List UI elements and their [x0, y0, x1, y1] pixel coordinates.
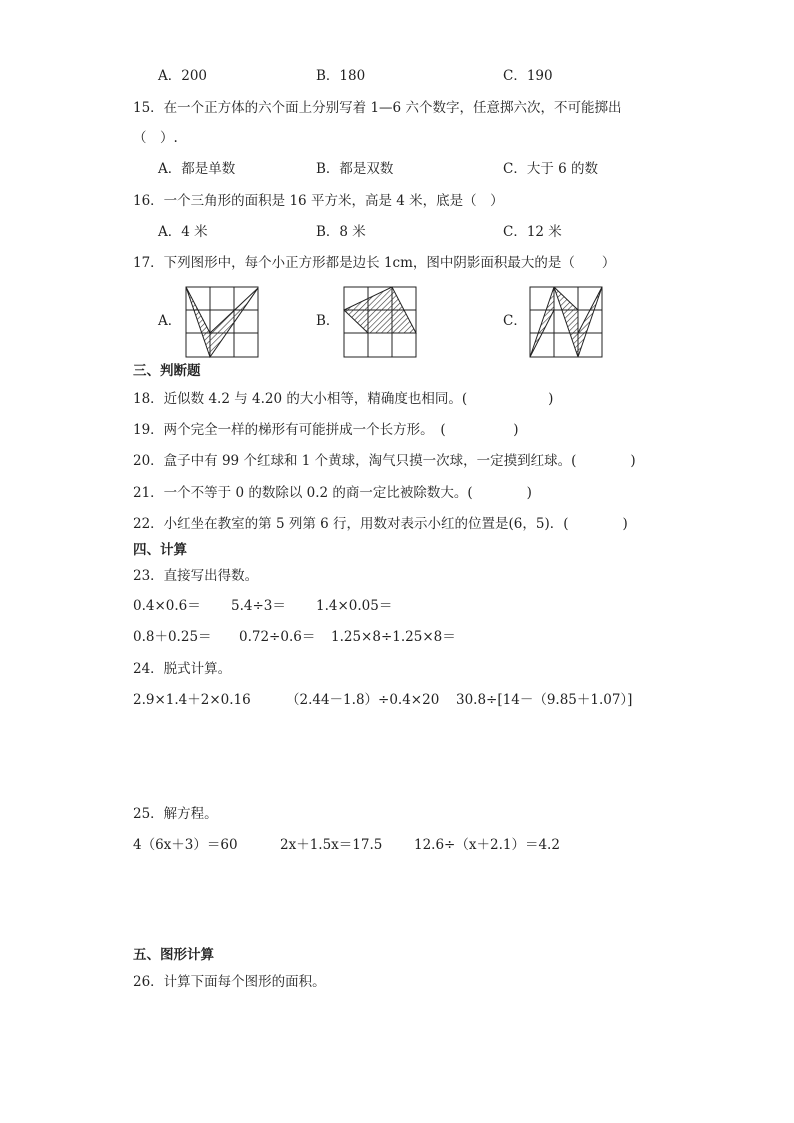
q14-option-c: C．190 [503, 68, 553, 84]
q24-question: 24．脱式计算。 [133, 661, 232, 677]
q25-question: 25．解方程。 [133, 806, 218, 822]
q24-expr-2: （2.44－1.8）÷0.4×20 [286, 692, 440, 708]
q19-statement: 19．两个完全一样的梯形有可能拼成一个长方形。 ( ) [133, 422, 519, 438]
q14-option-b: B．180 [316, 68, 366, 84]
q25-equation-3: 12.6÷（x＋2.1）＝4.2 [414, 837, 560, 853]
q16-option-a: A．4 米 [158, 224, 208, 240]
q15-option-a: A．都是单数 [158, 161, 236, 177]
q23-expr-2: 5.4÷3＝ [231, 598, 286, 614]
q24-expr-1: 2.9×1.4＋2×0.16 [133, 692, 251, 708]
q16-option-c: C．12 米 [503, 224, 562, 240]
q17-question: 17．下列图形中，每个小正方形都是边长 1cm，图中阴影面积最大的是（ ） [133, 255, 616, 271]
q17-figure-c [529, 286, 603, 358]
q17-c-shaded-right [578, 287, 602, 357]
q24-expr-3: 30.8÷[14－（9.85＋1.07）] [456, 692, 633, 708]
q26-question: 26．计算下面每个图形的面积。 [133, 974, 326, 990]
q17-c-shaded-middle [554, 287, 578, 357]
q16-option-b: B．8 米 [316, 224, 366, 240]
section-4-heading: 四、计算 [133, 542, 187, 558]
q23-expr-4: 0.8＋0.25＝ [133, 629, 212, 645]
q17-label-b: B． [316, 313, 340, 329]
q15-question: 15．在一个正方体的六个面上分别写着 1—6 六个数字，任意掷六次，不可能掷出 [133, 100, 622, 116]
q14-option-a: A．200 [158, 68, 208, 84]
section-3-heading: 三、判断题 [133, 363, 201, 379]
q18-statement: 18．近似数 4.2 与 4.20 的大小相等，精确度也相同。( ) [133, 391, 554, 407]
q25-equation-1: 4（6x＋3）＝60 [133, 837, 238, 853]
section-5-heading: 五、图形计算 [133, 947, 214, 963]
q16-question: 16．一个三角形的面积是 16 平方米，高是 4 米，底是（ ） [133, 193, 504, 209]
q17-c-shaded-left [530, 287, 554, 357]
q23-expr-5: 0.72÷0.6＝ [239, 629, 316, 645]
q17-label-a: A． [158, 313, 182, 329]
q15-option-c: C．大于 6 的数 [503, 161, 599, 177]
q23-expr-1: 0.4×0.6＝ [133, 598, 201, 614]
q20-statement: 20．盒子中有 99 个红球和 1 个黄球，淘气只摸一次球，一定摸到红球。( ) [133, 453, 636, 469]
q15-question-cont: （ ）. [133, 130, 178, 146]
q17-figure-a [185, 286, 259, 358]
q23-expr-3: 1.4×0.05＝ [316, 598, 393, 614]
q22-statement: 22．小红坐在教室的第 5 列第 6 行，用数对表示小红的位置是(6，5)．( ) [133, 516, 628, 532]
q15-option-b: B．都是双数 [316, 161, 394, 177]
q25-equation-2: 2x＋1.5x＝17.5 [280, 837, 383, 853]
q17-a-shaded-region [186, 287, 258, 357]
q23-expr-6: 1.25×8÷1.25×8＝ [331, 629, 456, 645]
q23-question: 23．直接写出得数。 [133, 568, 259, 584]
q17-figure-b [343, 286, 417, 358]
q21-statement: 21．一个不等于 0 的数除以 0.2 的商一定比被除数大。( ) [133, 485, 532, 501]
q17-label-c: C． [503, 313, 527, 329]
